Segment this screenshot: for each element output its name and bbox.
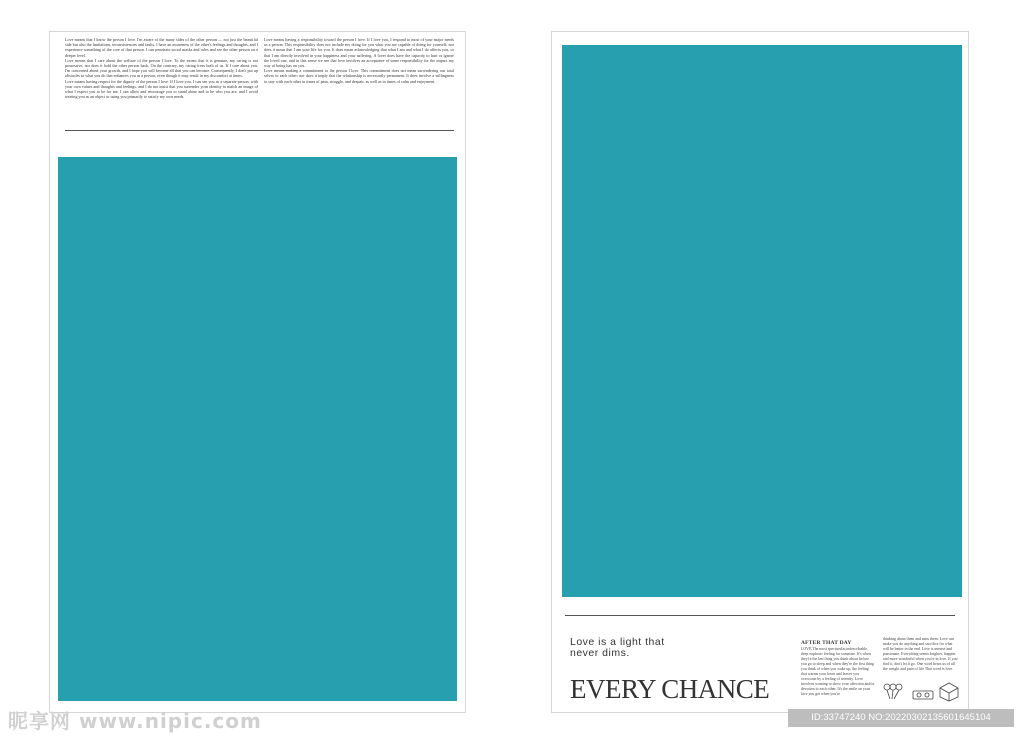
divider-rule [565,615,955,616]
paragraph: Love means having respect for the dignity of the person I love. If I love you, I can see you as a separate person, with your own values and thoughts and feelings, and I do not insist that you surrender your identity to match an image of what I expect you to be for me. I can allow and encourage you to stand alone and to be who you are, and I avoid treating you as an object or using you primarily to satisfy my own needs. [65,78,258,100]
divider-rule [65,130,454,131]
article-body: LOVE,The most spectacular,indescribable, deep euphoric feeling for someone. It's when they're the last thing you think about before you go to sleep and when they're the first thing you think of when you wake up, the feeling that warms your heart and leaves you overcome by a feeling of serenity. Love involves wanting to show your affection and/or devotion to each other. It's the smile on your face you get when you're [801,647,875,696]
article-title: AFTER THAT DAY [801,640,852,646]
paragraph: Love means having a responsibility toward the person I love. If I love you, I respond to most of your major needs as a person. This responsibility does not include my doing for you what you are capable of doing for yourself; nor does it mean that I am your life for you. It does mean acknowledging that what I am and what I do affects you, so that I am directly involved in your happiness and your suffering. A lover does have the capacity to hurt or ignore the loved one, and in this sense we see that love involves an acceptance of some responsibility for the impact my way of being has on you. [264,37,454,69]
icon-row [883,682,963,704]
left-page [49,31,466,713]
tagline [570,637,665,659]
headline: EVERY CHANCE [570,674,770,704]
paragraph: Love means that I know the person I love. I'm aware of the many sides of the other person — not just the beautiful side but also the limitations, inconsistencies and faults. I have an awareness of the other's feelings and thoughts, and I experience something of the core of that person. I can penetrate social masks and roles and see the other person on a deeper level. [65,37,258,58]
left-text-column-2 [264,37,454,84]
paragraph: Love means making a commitment to the person I love. This commitment does not mean surrendering our total selves to each other; nor does it imply that the relationship is necessarily permanent. It does involve a willingness to stay with each other in times of pain, struggle, and despair, as well as in times of calm and enjoyment. [264,68,454,84]
right-page [551,31,969,713]
paragraph: Love means that I care about the welfare of the person I love. To the extent that it is genuine, my caring is not possessive, nor does it hold the other person back. On the contrary, my caring frees both of us. If I care about you, I'm concerned about your growth, and I hope you will become all that you can become. Consequently, I don't put up obstacles to what you do that enhances you as a person, even though it may result in my discomfort at times. [65,57,258,79]
photo-placeholder [562,45,962,597]
watermark: 昵享网 www.nipic.com [8,709,262,733]
tagline-line: Love is a light that [570,636,665,648]
cube-icon [939,682,959,707]
balloons-icon [883,682,903,707]
photo-placeholder [58,157,457,701]
tagline-line: never dims. [570,647,630,659]
cassette-icon [912,687,934,705]
image-id-bar: ID:33747240 NO:20220302135601645104 [788,709,1014,727]
left-text-column-1 [65,37,258,99]
article-body-continued: thinking about them and miss them. Love can make you do anything and sacrifice for what will be better in the end. Love is intense and passionate. Everything seems brighter, happier and more wonderful when you're in love. If you find it, don't let it go. One word bears us of all the weight and pain of life That word is love. [883,637,958,671]
